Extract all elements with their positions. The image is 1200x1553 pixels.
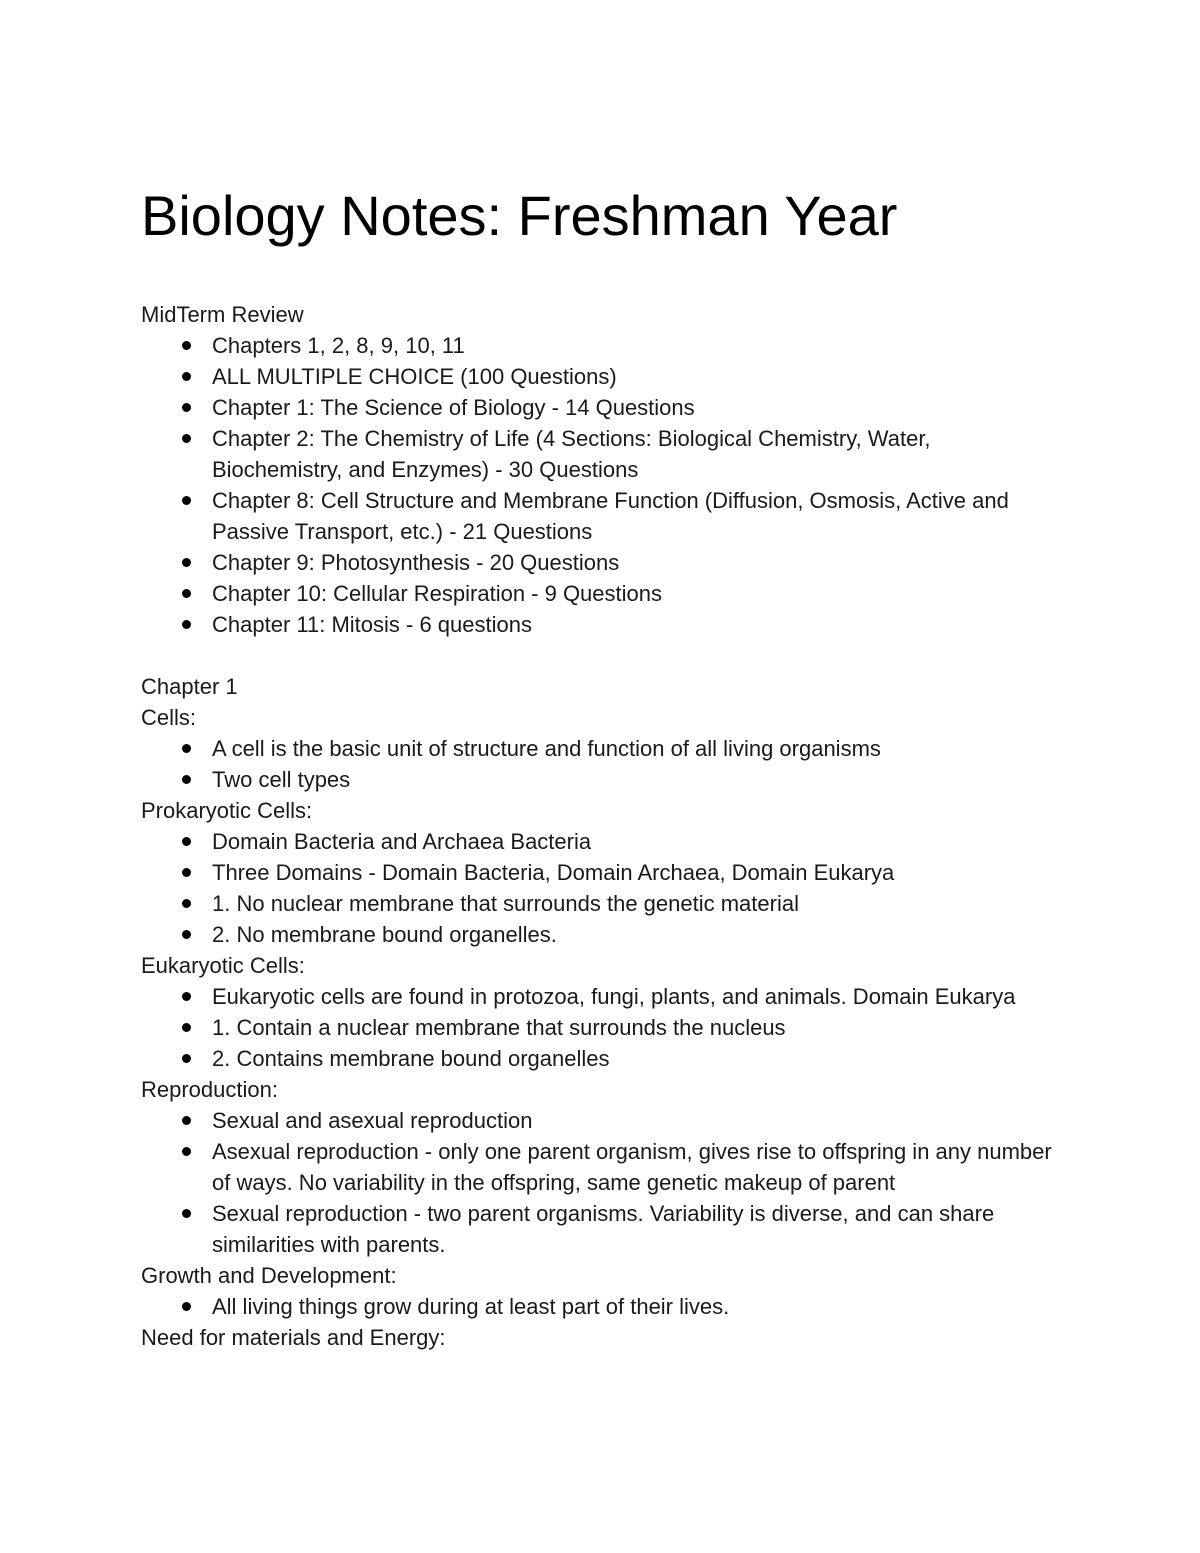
section-heading: Need for materials and Energy:	[141, 1325, 446, 1350]
list-item-text: Chapters 1, 2, 8, 9, 10, 11	[212, 333, 465, 358]
bullet-list	[141, 330, 1071, 640]
bullet-icon	[182, 372, 191, 381]
list-item-text: 1. Contain a nuclear membrane that surrounds the nucleus	[212, 1015, 786, 1040]
bullet-list	[141, 1105, 1071, 1260]
list-item	[141, 888, 1052, 919]
list-item	[141, 330, 1052, 361]
section-heading: MidTerm Review	[141, 302, 304, 327]
bullet-list	[141, 1291, 1071, 1322]
bullet-icon	[182, 403, 191, 412]
bullet-icon	[182, 1023, 191, 1032]
bullet-icon	[182, 496, 191, 505]
section-heading: Chapter 1	[141, 674, 238, 699]
list-item-text: Two cell types	[212, 767, 351, 792]
bullet-icon	[182, 620, 191, 629]
bullet-list	[141, 826, 1071, 950]
bullet-icon	[182, 1054, 191, 1063]
document-title: Biology Notes: Freshman Year	[141, 184, 898, 247]
list-item-text: Asexual reproduction - only one parent organism, gives rise to offspring in any number of ways. No variability in the offspring, same genetic makeup of parent	[212, 1139, 1052, 1195]
list-item-text: 1. No nuclear membrane that surrounds the genetic material	[212, 891, 799, 916]
list-item-text: Domain Bacteria and Archaea Bacteria	[212, 829, 592, 854]
section-heading: Growth and Development:	[141, 1263, 397, 1288]
bullet-icon	[182, 899, 191, 908]
list-item-text: Chapter 9: Photosynthesis - 20 Questions	[212, 550, 620, 575]
bullet-icon	[182, 837, 191, 846]
list-item-text: 2. No membrane bound organelles.	[212, 922, 557, 947]
bullet-icon	[182, 341, 191, 350]
bullet-icon	[182, 930, 191, 939]
list-item-text: A cell is the basic unit of structure and function of all living organisms	[212, 736, 881, 761]
list-item	[141, 423, 1052, 485]
list-item-text: Sexual and asexual reproduction	[212, 1108, 533, 1133]
list-item-text: Chapter 11: Mitosis - 6 questions	[212, 612, 532, 637]
list-item-text: 2. Contains membrane bound organelles	[212, 1046, 610, 1071]
list-item	[141, 547, 1052, 578]
bullet-icon	[182, 558, 191, 567]
list-item-text: Chapter 8: Cell Structure and Membrane Function (Diffusion, Osmosis, Active and Passive Transport, etc.) - 21 Questions	[212, 488, 1009, 544]
list-item	[141, 392, 1052, 423]
list-item	[141, 609, 1052, 640]
list-item-text: Chapter 2: The Chemistry of Life (4 Sections: Biological Chemistry, Water, Biochemistry, and Enzymes) - 30 Questions	[212, 426, 931, 482]
list-item-text: Chapter 10: Cellular Respiration - 9 Questions	[212, 581, 663, 606]
section-heading: Cells:	[141, 705, 197, 730]
list-item-text: ALL MULTIPLE CHOICE (100 Questions)	[212, 364, 617, 389]
list-item	[141, 1012, 1052, 1043]
list-item-text: All living things grow during at least part of their lives.	[212, 1294, 730, 1319]
section-spacer	[141, 640, 1071, 671]
bullet-icon	[182, 1147, 191, 1156]
list-item	[141, 1198, 1052, 1260]
bullet-icon	[182, 589, 191, 598]
bullet-icon	[182, 1116, 191, 1125]
bullet-icon	[182, 1209, 191, 1218]
list-item	[141, 733, 1052, 764]
list-item	[141, 1105, 1052, 1136]
section-heading: Reproduction:	[141, 1077, 278, 1102]
bullet-list	[141, 733, 1071, 795]
section-heading: Prokaryotic Cells:	[141, 798, 313, 823]
bullet-icon	[182, 868, 191, 877]
list-item-text: Three Domains - Domain Bacteria, Domain Archaea, Domain Eukarya	[212, 860, 895, 885]
list-item	[141, 578, 1052, 609]
section-heading: Eukaryotic Cells:	[141, 953, 305, 978]
list-item-text: Eukaryotic cells are found in protozoa, fungi, plants, and animals. Domain Eukarya	[212, 984, 1016, 1009]
bullet-icon	[182, 992, 191, 1001]
list-item-text: Chapter 1: The Science of Biology - 14 Questions	[212, 395, 695, 420]
list-item	[141, 361, 1052, 392]
bullet-icon	[182, 744, 191, 753]
document-body	[141, 299, 1071, 1353]
list-item	[141, 919, 1052, 950]
list-item	[141, 826, 1052, 857]
list-item-text: Sexual reproduction - two parent organisms. Variability is diverse, and can share similarities with parents.	[212, 1201, 995, 1257]
list-item	[141, 1291, 1052, 1322]
list-item	[141, 1043, 1052, 1074]
bullet-icon	[182, 1302, 191, 1311]
list-item	[141, 1136, 1052, 1198]
bullet-icon	[182, 775, 191, 784]
bullet-list	[141, 981, 1071, 1074]
bullet-icon	[182, 434, 191, 443]
list-item	[141, 764, 1052, 795]
list-item	[141, 485, 1052, 547]
list-item	[141, 981, 1052, 1012]
list-item	[141, 857, 1052, 888]
